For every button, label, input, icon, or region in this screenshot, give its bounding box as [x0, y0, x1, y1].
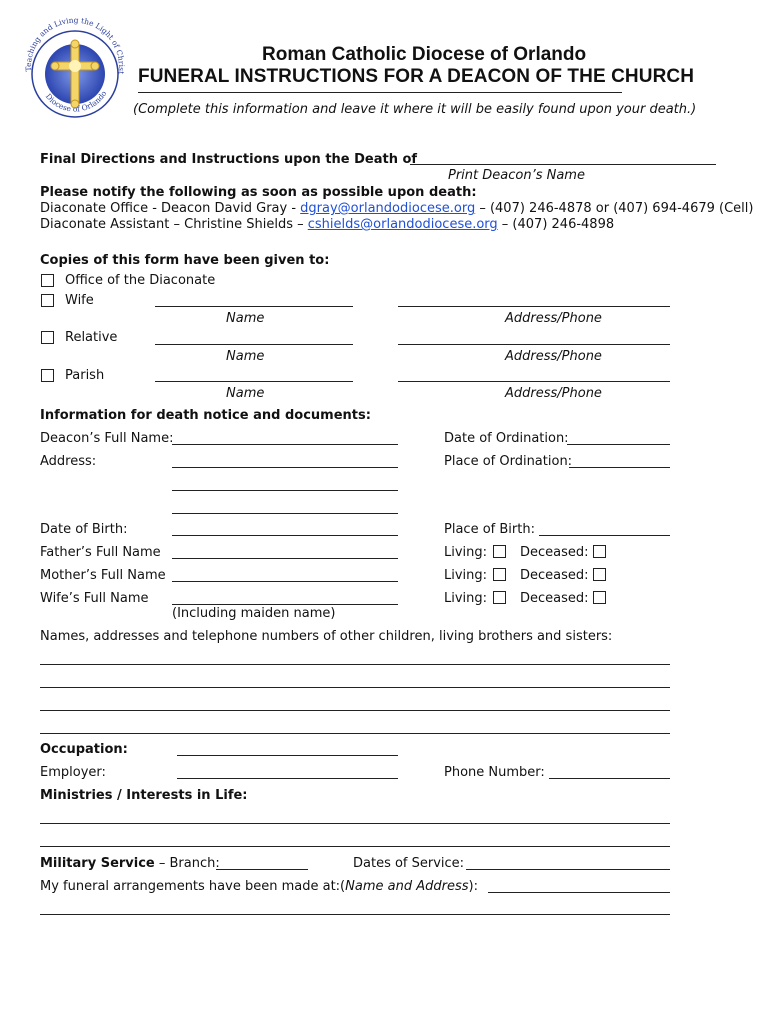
- wife-full-name-label: Wife’s Full Name: [40, 591, 149, 606]
- email-link-dgray[interactable]: dgray@orlandodiocese.org: [300, 201, 476, 216]
- place-of-ordination-field[interactable]: [569, 467, 670, 468]
- ministries-label: Ministries / Interests in Life:: [40, 788, 248, 803]
- funeral-suffix: ):: [468, 879, 478, 894]
- ministries-field-2[interactable]: [40, 846, 670, 847]
- date-of-ordination-field[interactable]: [567, 444, 670, 445]
- funeral-arrangements-label: [40, 879, 478, 895]
- parish-name-caption: Name: [226, 386, 265, 401]
- mother-living-label: Living:: [444, 568, 488, 583]
- parish-address-field[interactable]: [398, 381, 670, 382]
- relative-name-field[interactable]: [155, 344, 353, 345]
- copies-heading: Copies of this form have been given to:: [40, 253, 330, 268]
- wife-name-caption: Name: [226, 311, 265, 326]
- father-deceased-label: Deceased:: [520, 545, 589, 560]
- military-label: [40, 856, 220, 872]
- parish-checkbox[interactable]: [41, 369, 54, 382]
- parish-name-field[interactable]: [155, 381, 353, 382]
- date-of-ordination-label: Date of Ordination:: [444, 431, 569, 446]
- employer-label: Employer:: [40, 765, 106, 780]
- relative-label: Relative: [65, 330, 118, 345]
- full-name-field[interactable]: [172, 444, 398, 445]
- wife-address-caption: Address/Phone: [505, 311, 602, 326]
- address-field-1[interactable]: [172, 467, 398, 468]
- place-of-birth-field[interactable]: [539, 535, 670, 536]
- header-instructions: (Complete this information and leave it where it will be easily found upon your death.): [133, 102, 697, 117]
- page-subtitle-title: FUNERAL INSTRUCTIONS FOR A DEACON OF THE CHURCH: [138, 66, 695, 87]
- notify-line-1-prefix: Diaconate Office - Deacon David Gray -: [40, 201, 301, 216]
- wife-checkbox[interactable]: [41, 294, 54, 307]
- full-name-label: Deacon’s Full Name:: [40, 431, 174, 446]
- father-name-field[interactable]: [172, 558, 398, 559]
- wife-deceased-checkbox[interactable]: [593, 591, 606, 604]
- title-underline: [138, 92, 622, 93]
- relative-address-field[interactable]: [398, 344, 670, 345]
- notify-line-1-suffix: – (407) 246-4878 or (407) 694-4679 (Cell): [475, 201, 754, 216]
- address-label: Address:: [40, 454, 97, 469]
- wife-living-checkbox[interactable]: [493, 591, 506, 604]
- mother-name-field[interactable]: [172, 581, 398, 582]
- wife-address-field[interactable]: [398, 306, 670, 307]
- wife-label: Wife: [65, 293, 94, 308]
- logo-bottom-text: Diocese of Orlando: [43, 89, 109, 114]
- funeral-arrangements-field-1[interactable]: [488, 892, 670, 893]
- others-field-3[interactable]: [40, 710, 670, 711]
- phone-number-field[interactable]: [549, 778, 670, 779]
- ministries-field-1[interactable]: [40, 823, 670, 824]
- occupation-label: Occupation:: [40, 742, 128, 757]
- father-deceased-checkbox[interactable]: [593, 545, 606, 558]
- dates-of-service-field[interactable]: [466, 869, 670, 870]
- wife-full-name-field[interactable]: [172, 604, 398, 605]
- wife-deceased-label: Deceased:: [520, 591, 589, 606]
- parish-address-caption: Address/Phone: [505, 386, 602, 401]
- military-branch-field[interactable]: [216, 869, 308, 870]
- mother-living-checkbox[interactable]: [493, 568, 506, 581]
- notify-line-1: [40, 201, 753, 217]
- relative-name-caption: Name: [226, 349, 265, 364]
- relative-checkbox[interactable]: [41, 331, 54, 344]
- occupation-field[interactable]: [177, 755, 398, 756]
- maiden-name-note: (Including maiden name): [172, 606, 336, 621]
- info-heading: Information for death notice and documents:: [40, 408, 371, 423]
- father-living-label: Living:: [444, 545, 488, 560]
- military-label-bold: Military Service: [40, 856, 155, 871]
- office-label: Office of the Diaconate: [65, 273, 216, 288]
- notify-heading: Please notify the following as soon as possible upon death:: [40, 185, 477, 200]
- phone-number-label: Phone Number:: [444, 765, 545, 780]
- address-field-2[interactable]: [172, 490, 398, 491]
- father-label: Father’s Full Name: [40, 545, 161, 560]
- others-field-4[interactable]: [40, 733, 670, 734]
- place-of-birth-label: Place of Birth:: [444, 522, 535, 537]
- military-branch-label: – Branch:: [154, 856, 220, 871]
- email-link-cshields[interactable]: cshields@orlandodiocese.org: [307, 217, 498, 232]
- page-title: Roman Catholic Diocese of Orlando: [262, 44, 587, 65]
- place-of-ordination-label: Place of Ordination:: [444, 454, 573, 469]
- mother-deceased-checkbox[interactable]: [593, 568, 606, 581]
- date-of-birth-field[interactable]: [172, 535, 398, 536]
- wife-name-field[interactable]: [155, 306, 353, 307]
- address-field-3[interactable]: [172, 513, 398, 514]
- others-field-1[interactable]: [40, 664, 670, 665]
- funeral-arrangements-field-2[interactable]: [40, 914, 670, 915]
- funeral-prefix: My funeral arrangements have been made at:(: [40, 879, 346, 894]
- deacon-name-field[interactable]: [410, 164, 716, 165]
- relative-address-caption: Address/Phone: [505, 349, 602, 364]
- notify-line-2-suffix: – (407) 246-4898: [497, 217, 615, 232]
- notify-line-2: [40, 217, 614, 233]
- office-checkbox[interactable]: [41, 274, 54, 287]
- dates-of-service-label: Dates of Service:: [353, 856, 465, 871]
- employer-field[interactable]: [177, 778, 398, 779]
- others-label: Names, addresses and telephone numbers of other children, living brothers and sisters:: [40, 629, 613, 644]
- wife-living-label: Living:: [444, 591, 488, 606]
- funeral-italic: Name and Address: [345, 879, 469, 894]
- diocese-seal-logo: [18, 14, 130, 130]
- father-living-checkbox[interactable]: [493, 545, 506, 558]
- deacon-name-caption: Print Deacon’s Name: [448, 168, 585, 183]
- mother-label: Mother’s Full Name: [40, 568, 166, 583]
- final-directions-label: Final Directions and Instructions upon the Death of: [40, 152, 418, 167]
- mother-deceased-label: Deceased:: [520, 568, 589, 583]
- date-of-birth-label: Date of Birth:: [40, 522, 128, 537]
- logo-ring-text: Teaching and Living the Light of Christ: [23, 15, 127, 75]
- notify-line-2-prefix: Diaconate Assistant – Christine Shields –: [40, 217, 308, 232]
- others-field-2[interactable]: [40, 687, 670, 688]
- parish-label: Parish: [65, 368, 105, 383]
